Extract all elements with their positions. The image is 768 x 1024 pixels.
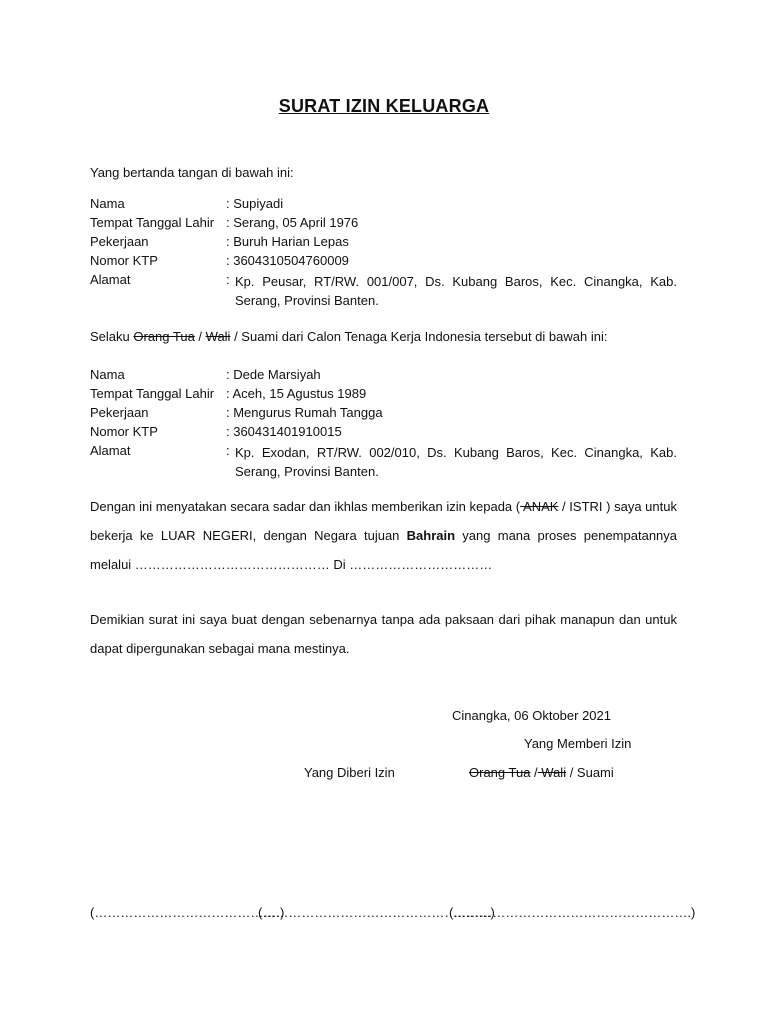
closing-paragraph: Demikian surat ini saya buat dengan sebenarnya tanpa ada paksaan dari pihak manapun dan untuk dapat dipergunakan sebagai mana mestinya. xyxy=(90,612,677,656)
giver-role-sep: / xyxy=(530,765,538,780)
relation-line xyxy=(90,329,607,344)
worker-ktp: : 360431401910015 xyxy=(226,424,342,439)
signer-address-colon: : xyxy=(226,272,230,287)
statement-part3: yang mana proses penempatannya melalui ……………………………………… Di …………………………… xyxy=(90,528,678,572)
document-title: SURAT IZIN KELUARGA xyxy=(278,96,490,116)
label-pekerjaan: Pekerjaan xyxy=(90,234,149,249)
worker-job: : Mengurus Rumah Tangga xyxy=(226,405,383,420)
statement-anak: ANAK xyxy=(520,499,559,514)
worker-address: Kp. Exodan, RT/RW. 002/010, Ds. Kubang Baros, Kec. Cinangka, Kab. Serang, Provinsi Banten. xyxy=(235,445,677,479)
signer-ktp: : 3604310504760009 xyxy=(226,253,349,268)
label-ttl-2: Tempat Tanggal Lahir xyxy=(90,386,215,401)
signer-address: Kp. Peusar, RT/RW. 001/007, Ds. Kubang Baros, Kec. Cinangka, Kab. Serang, Provinsi Banten. xyxy=(235,274,677,308)
statement-paragraph xyxy=(90,492,677,579)
statement-part1: Dengan ini menyatakan secara sadar dan ikhlas memberikan izin kepada ( xyxy=(90,499,521,514)
statement-part2: / ISTRI ) saya untuk bekerja ke LUAR NEGERI, dengan Negara tujuan xyxy=(90,499,677,543)
signer-ktp-row xyxy=(90,253,677,272)
signer-name: : Supiyadi xyxy=(226,196,284,211)
signature-line-3: (……………………………………………….) xyxy=(449,905,696,920)
giver-role-suffix: / Suami xyxy=(566,765,614,780)
worker-address-colon: : xyxy=(226,443,230,458)
signer-birth-row xyxy=(90,215,677,234)
signer-name-row xyxy=(90,196,677,215)
signer-birth: : Serang, 05 April 1976 xyxy=(226,215,359,230)
label-ttl: Tempat Tanggal Lahir xyxy=(90,215,215,230)
worker-name: : Dede Marsiyah xyxy=(226,367,321,382)
relation-prefix: Selaku xyxy=(90,329,134,344)
signature-line-1: (…………………………………….) xyxy=(90,905,285,920)
worker-birth-row xyxy=(90,386,677,405)
statement-country: Bahrain xyxy=(406,528,456,543)
giver-label: Yang Memberi Izin xyxy=(524,736,632,751)
intro-text: Yang bertanda tangan di bawah ini: xyxy=(90,165,294,180)
signature-line-2: (……………………………………….…….) xyxy=(258,905,495,920)
label-pekerjaan-2: Pekerjaan xyxy=(90,405,149,420)
label-nama: Nama xyxy=(90,196,125,211)
relation-suffix: / Suami dari Calon Tenaga Kerja Indonesia tersebut di bawah ini: xyxy=(230,329,608,344)
label-ktp: Nomor KTP xyxy=(90,253,158,268)
label-alamat-2: Alamat xyxy=(90,443,131,458)
worker-job-row xyxy=(90,405,677,424)
giver-role-orang-tua: Orang Tua xyxy=(469,765,531,780)
signer-job: : Buruh Harian Lepas xyxy=(226,234,349,249)
relation-sep: / xyxy=(194,329,206,344)
worker-name-row xyxy=(90,367,677,386)
signer-job-row xyxy=(90,234,677,253)
relation-wali: Wali xyxy=(205,329,231,344)
giver-role-wali: Wali xyxy=(537,765,567,780)
worker-birth: : Aceh, 15 Agustus 1989 xyxy=(226,386,367,401)
label-ktp-2: Nomor KTP xyxy=(90,424,158,439)
giver-role xyxy=(469,765,614,780)
receiver-label: Yang Diberi Izin xyxy=(304,765,395,780)
label-nama-2: Nama xyxy=(90,367,125,382)
place-date: Cinangka, 06 Oktober 2021 xyxy=(452,708,611,723)
worker-ktp-row xyxy=(90,424,677,443)
label-alamat: Alamat xyxy=(90,272,131,287)
relation-orang-tua: Orang Tua xyxy=(133,329,195,344)
